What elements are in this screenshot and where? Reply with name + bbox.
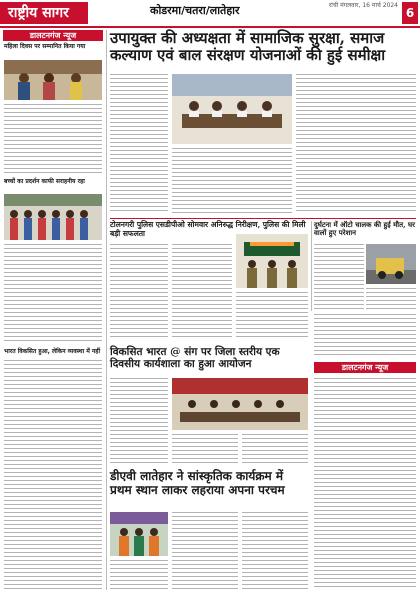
article-text [172, 244, 232, 340]
left-top-headline: महिला दिवस पर सम्मानित किया गया [4, 43, 86, 50]
page-number: 6 [402, 2, 418, 24]
article-text [366, 288, 416, 310]
masthead-rule [0, 26, 420, 28]
police-photo [236, 234, 308, 288]
police-headline: टोलनगरी पुलिस एसडीपीओ सोमवार अनिरुद्ध निरीक्षण, पुलिस की मिली बड़ी सफलता [110, 220, 306, 238]
article-text [314, 244, 364, 310]
workshop-headline: विकसित भारत @ संग पर जिला स्तरीय एक दिवसीय कार्यशाला का हुआ आयोजन [110, 346, 280, 371]
article-text [110, 244, 168, 340]
article-text [236, 292, 308, 340]
workshop-photo [172, 378, 308, 430]
article-text [110, 378, 168, 466]
masthead [0, 0, 420, 28]
date-line: रांची मंगलवार, 16 मार्च 2024 [328, 2, 398, 9]
edition-location: कोडरमा/चतरा/लातेहार [150, 4, 240, 17]
article-text [4, 360, 102, 590]
dav-headline: डीएवी लातेहार ने सांस्कृतिक कार्यक्रम में प्रथम स्थान लाकर लहराया अपना परचम [110, 469, 285, 497]
article-text [242, 434, 308, 466]
section-band-right: डालटनगंज न्यूज [314, 362, 416, 373]
article-text [110, 74, 168, 214]
article-text [172, 512, 238, 590]
accident-photo [366, 244, 416, 284]
column-divider [311, 221, 312, 311]
main-headline: उपायुक्त की अध्यक्षता में सामाजिक सुरक्षा, समाज कल्याण एवं बाल संरक्षण योजनाओं की हुई समीक्षा [110, 29, 386, 65]
accident-headline: दुर्घटना में ऑटो चालक की हुई मौत, घर वालों हुए परेशान [314, 220, 415, 238]
article-text [314, 314, 416, 356]
article-text [4, 244, 102, 344]
section-band-left: डालटनगंज न्यूज [3, 30, 103, 41]
article-text [242, 512, 308, 590]
left-mid-headline: बच्चों का प्रदर्शन काफी सराहनीय रहा [4, 178, 85, 185]
meeting-photo [172, 74, 292, 144]
article-text [314, 378, 416, 590]
students-photo [4, 194, 102, 240]
award-photo [4, 60, 102, 100]
column-divider [106, 30, 107, 590]
article-text [296, 74, 416, 214]
article-text [4, 104, 102, 174]
dav-photo [110, 512, 168, 556]
article-text [110, 560, 168, 590]
newspaper-logo: राष्ट्रीय सागर [0, 2, 88, 24]
article-text [172, 148, 292, 214]
left-lower-headline: भारत विकसित हुआ, लेकिन व्यवस्था में नहीं [4, 348, 100, 355]
article-text [172, 434, 238, 466]
story-separator [110, 218, 416, 219]
